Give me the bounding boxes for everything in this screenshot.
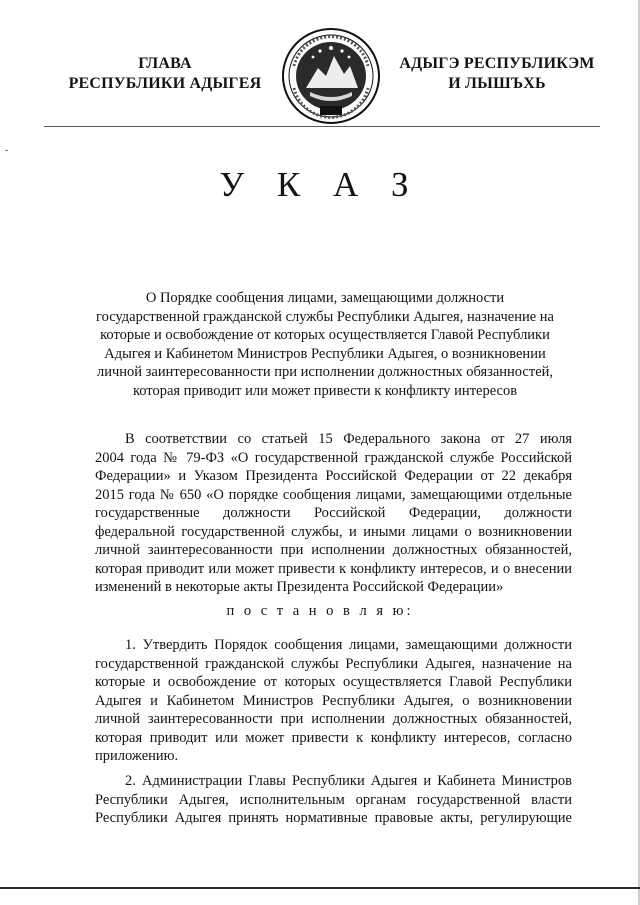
- decree-word: п о с т а н о в л я ю:: [226, 603, 414, 619]
- item-2-line: 2. Администрации Главы Республики Адыгея и Кабинета Министров: [125, 773, 572, 789]
- header-divider: [44, 126, 600, 127]
- item-2-line: Республики Адыгея принять нормативные правовые акты, регулирующие: [95, 810, 572, 826]
- preamble-line: Федерации» и Указом Президента Российской Федерации от 22 декабря: [95, 468, 572, 484]
- preamble-line: изменений в некоторые акты Президента Российской Федерации»: [95, 579, 504, 595]
- item-1-line: приложению.: [95, 748, 179, 764]
- document-subject: [60, 289, 590, 400]
- item-1-paragraph: [95, 636, 572, 766]
- document-title: У К А З: [219, 165, 421, 204]
- item-1-line: 1. Утвердить Порядок сообщения лицами, замещающими должности: [125, 637, 572, 653]
- subject-line: О Порядке сообщения лицами, замещающими должности: [145, 290, 505, 306]
- item-1-line: государственной гражданской службы Республики Адыгея, назначение на: [95, 655, 572, 672]
- preamble-line: федеральной государственной службы, и иными лицами о возникновении: [95, 523, 572, 540]
- preamble-line: личной заинтересованности при исполнении должностных обязанностей,: [95, 542, 572, 558]
- item-1-line: которая приводит или может привести к конфликту интересов, согласно: [95, 729, 572, 746]
- header-left-line-1: ГЛАВА: [138, 55, 192, 72]
- header-right-line-1: АДЫГЭ РЕСПУБЛИКЭМ: [399, 55, 595, 72]
- header-left: [52, 54, 278, 94]
- scan-margin-mark: [5, 150, 8, 151]
- subject-line: которые и освобождение от которых осуществляется Главой Республики: [100, 327, 550, 343]
- item-1-line: которые и освобождение от которых осуществляется Главой Республики: [95, 674, 572, 690]
- subject-line: личной заинтересованности при исполнении должностных обязанностей,: [96, 364, 554, 380]
- coat-of-arms-emblem: [280, 26, 382, 126]
- subject-line: государственной гражданской службы Республики Адыгея, назначение на: [96, 308, 554, 325]
- header-right-line-2: И ЛЫШЪХЬ: [448, 75, 546, 92]
- preamble-line: В соответствии со статьей 15 Федерального закона от 27 июля: [125, 431, 572, 447]
- item-1-line: личной заинтересованности при исполнении должностных обязанностей,: [95, 711, 572, 727]
- header-left-line-2: РЕСПУБЛИКИ АДЫГЕЯ: [68, 75, 262, 92]
- preamble-line: 2004 года № 79-ФЗ «О государственной гражданской службе Российской: [95, 449, 572, 466]
- scan-bottom-edge: [0, 887, 640, 889]
- subject-line: которая приводит или может привести к конфликту интересов: [132, 382, 518, 399]
- subject-line: Адыгея и Кабинетом Министров Республики Адыгея, о возникновении: [104, 345, 546, 362]
- item-2-line: Республики Адыгея, исполнительным органам государственной власти: [95, 791, 572, 808]
- preamble-paragraph: [95, 430, 572, 597]
- header-right: [392, 54, 602, 94]
- item-2-paragraph: [95, 772, 572, 828]
- preamble-line: государственные должности Российской Федерации, должности: [95, 505, 572, 521]
- preamble-line: 2015 года № 650 «О порядке сообщения лицами, замещающими отдельные: [95, 486, 572, 503]
- preamble-line: которая приводит или может привести к конфликту интересов, и о внесении: [95, 560, 572, 577]
- item-1-line: Адыгея и Кабинетом Министров Республики Адыгея, о возникновении: [95, 692, 572, 709]
